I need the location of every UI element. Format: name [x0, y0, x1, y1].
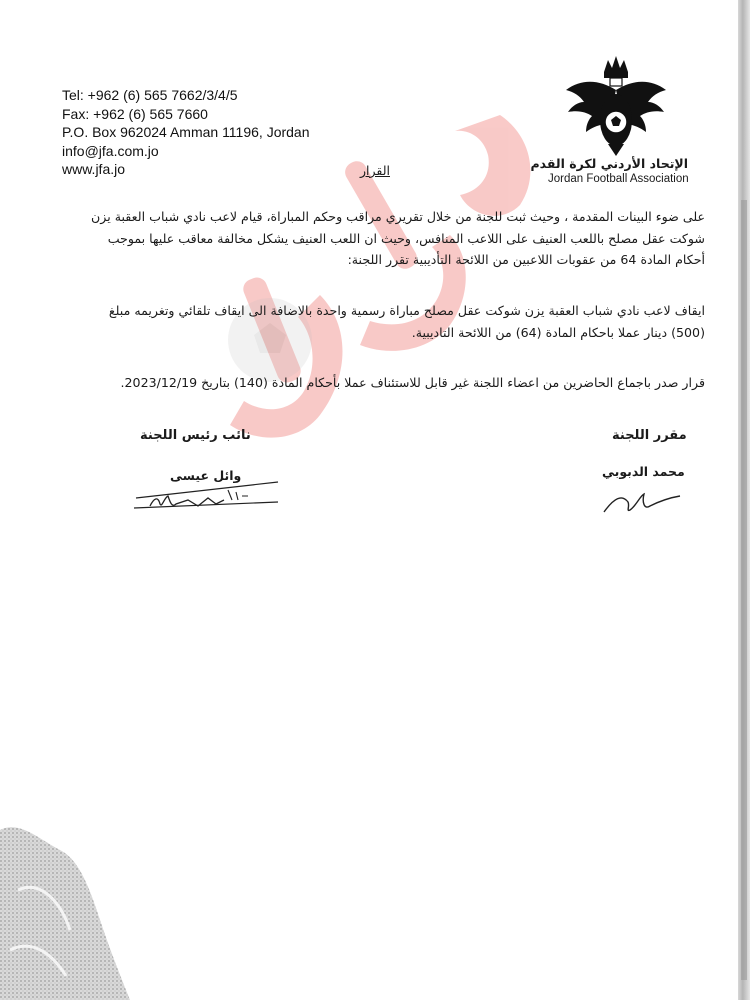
association-name-english: Jordan Football Association: [548, 173, 689, 185]
page-edge-shadow: [738, 0, 750, 1000]
contact-block: [62, 86, 310, 179]
rapporteur-title: مقرر اللجنة: [612, 428, 687, 443]
contact-fax: Fax: +962 (6) 565 7660: [62, 105, 208, 122]
contact-po-box: P.O. Box 962024 Amman 11196, Jordan: [62, 124, 310, 140]
rapporteur-signature: [600, 488, 685, 518]
jfa-crest-logo: [560, 50, 672, 158]
vice-chairman-signature: [128, 478, 288, 514]
association-name-arabic: الإتحاد الأردني لكرة القدم: [530, 156, 688, 171]
contact-email: info@jfa.com.jo: [62, 142, 159, 159]
rapporteur-name: محمد الدبوبي: [602, 464, 685, 479]
stamp-texture: [0, 800, 130, 1000]
vice-chairman-title: نائب رئيس اللجنة: [140, 428, 251, 443]
paragraph-final-ruling: قرار صدر باجماع الحاضرين من اعضاء اللجنة غير قابل للاستئناف عملا بأحكام المادة (140) بتاريخ 2023/12/19.: [120, 375, 705, 390]
contact-website: www.jfa.jo: [62, 161, 126, 177]
decision-title: القرار: [359, 163, 390, 178]
paragraph-penalty: ايقاف لاعب نادي شباب العقبة يزن شوكت عقل مصلح مباراة رسمية واحدة بالاضافة الى ايقاف تلقائي وتغريمه مبلغ (500) دينار عملا باحكام المادة (64) من اللائحة التاديبية.: [108, 303, 705, 340]
paragraph-findings: على ضوء البينات المقدمة ، وحيث ثبت للجنة من خلال تقريري مراقب وحكم المباراة، قيام لاعب نادي شباب العقبة يزن شوكت عقل مصلح باللعب العنيف على اللاعب المنافس، وحيث ان اللعب العنيف يشكل مخالفة معاقب عليها بموجب أحكام المادة 64 من عقوبات اللاعبين من اللائحة التأديبية تقرر اللجنة:: [91, 209, 705, 267]
contact-phone: Tel: +962 (6) 565 7662/3/4/5: [62, 87, 238, 103]
vice-chairman-name: وائل عيسى: [170, 468, 242, 483]
